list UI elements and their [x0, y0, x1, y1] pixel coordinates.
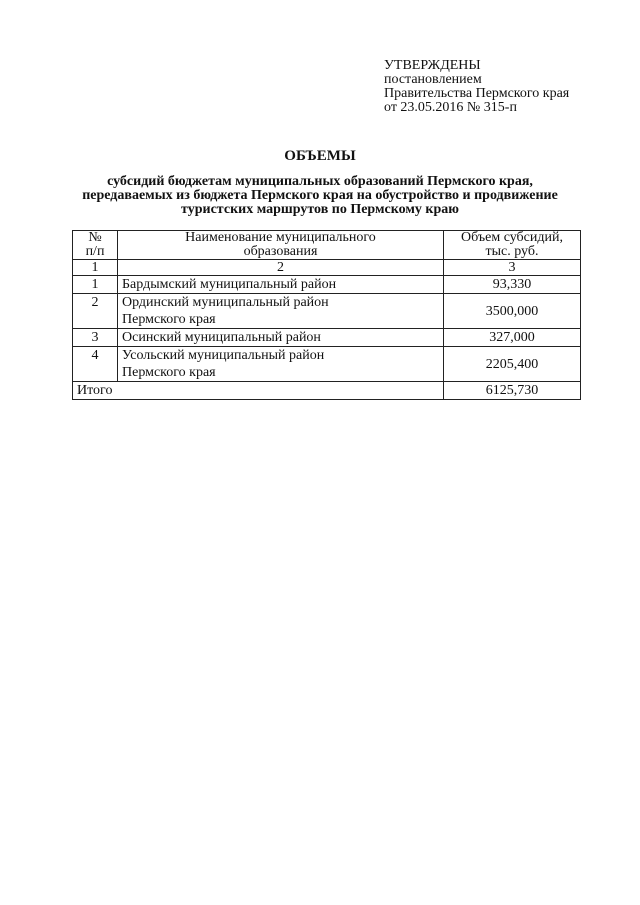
- approval-block: [384, 59, 569, 115]
- municipality-name: Усольский муниципальный район Пермского края: [118, 347, 444, 382]
- total-label: Итого: [73, 382, 444, 400]
- column-number: 2: [118, 260, 444, 276]
- row-number: 1: [73, 276, 118, 294]
- subsidy-volume: 327,000: [444, 329, 581, 347]
- table-row: [73, 276, 581, 294]
- header-volume: Объем субсидий, тыс. руб.: [444, 231, 581, 260]
- document-subtitle-line: передаваемых из бюджета Пермского края на обустройство и продвижение: [82, 188, 558, 203]
- table-header-row: [73, 231, 581, 260]
- table-row: [73, 347, 581, 382]
- total-row: [73, 382, 581, 400]
- approval-date-number: от 23.05.2016 № 315-п: [384, 100, 517, 115]
- row-number: 3: [73, 329, 118, 347]
- document-heading: [0, 148, 640, 217]
- document-subtitle-line: туристских маршрутов по Пермскому краю: [181, 202, 459, 217]
- subsidy-volume: 93,330: [444, 276, 581, 294]
- column-number: 3: [444, 260, 581, 276]
- header-municipality: Наименование муниципального образования: [118, 231, 444, 260]
- approval-title: УТВЕРЖДЕНЫ: [384, 58, 481, 73]
- subsidy-volume: 3500,000: [444, 294, 581, 329]
- row-number: 4: [73, 347, 118, 382]
- approval-line: Правительства Пермского края: [384, 86, 570, 101]
- table-row: [73, 329, 581, 347]
- municipality-name: Ординский муниципальный район Пермского края: [118, 294, 444, 329]
- header-number: № п/п: [73, 231, 118, 260]
- municipality-name: Бардымский муниципальный район: [118, 276, 444, 294]
- subsidy-table: [72, 230, 581, 400]
- row-number: 2: [73, 294, 118, 329]
- approval-line: постановлением: [384, 72, 482, 87]
- total-volume: 6125,730: [444, 382, 581, 400]
- document-title: ОБЪЕМЫ: [284, 148, 356, 164]
- table-row: [73, 294, 581, 329]
- document-subtitle-line: субсидий бюджетам муниципальных образований Пермского края,: [107, 174, 533, 189]
- subsidy-volume: 2205,400: [444, 347, 581, 382]
- municipality-name: Осинский муниципальный район: [118, 329, 444, 347]
- column-number: 1: [73, 260, 118, 276]
- column-number-row: [73, 260, 581, 276]
